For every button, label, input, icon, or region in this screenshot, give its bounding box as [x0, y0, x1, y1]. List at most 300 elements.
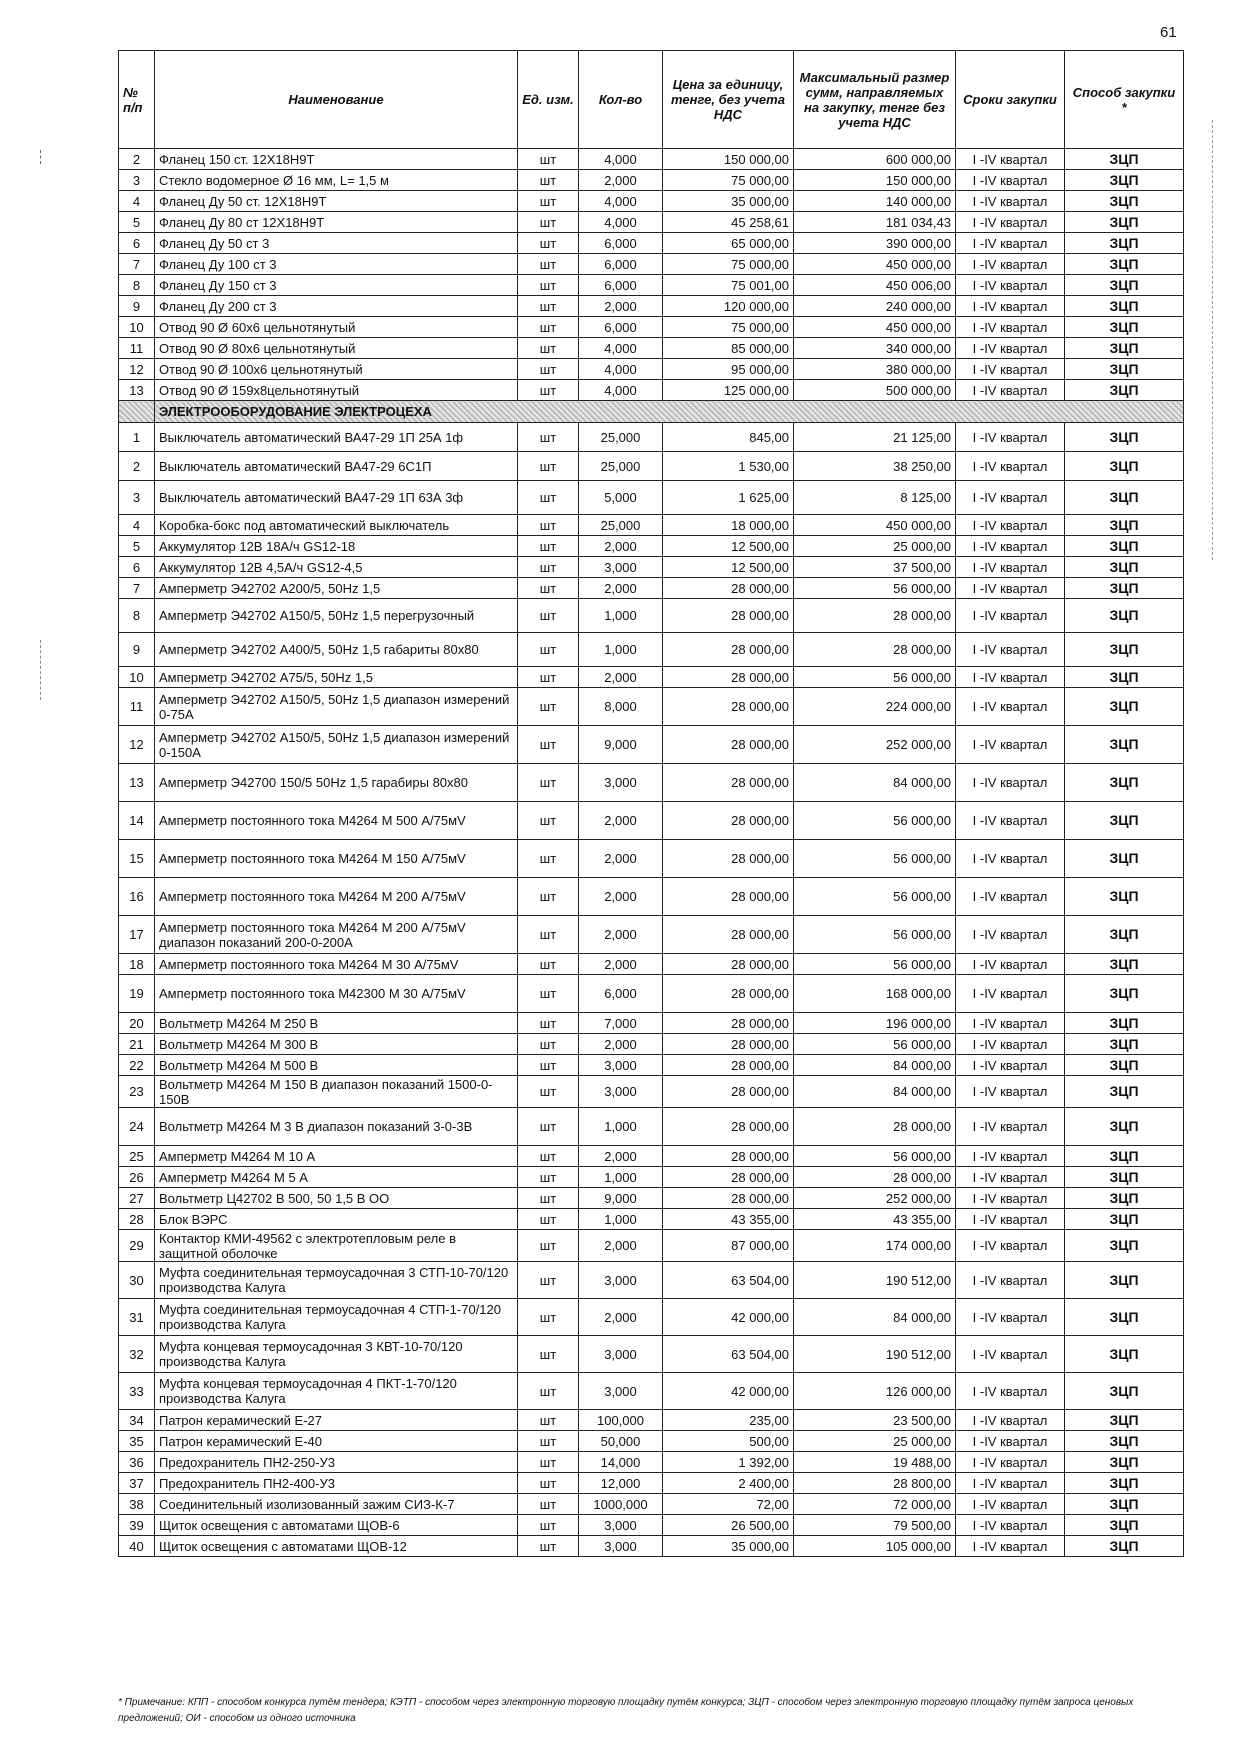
- row-number: 12: [119, 359, 155, 380]
- item-method: ЗЦП: [1065, 296, 1184, 317]
- item-method: ЗЦП: [1065, 1262, 1184, 1299]
- header-total: Максимальный размер сумм, направляемых на закупку, тенге без учета НДС: [794, 51, 956, 149]
- item-unit: шт: [518, 1146, 579, 1167]
- table-row: [119, 840, 1184, 878]
- item-unit: шт: [518, 1262, 579, 1299]
- row-number: 12: [119, 726, 155, 764]
- item-period: I -IV квартал: [956, 688, 1065, 726]
- item-name: Отвод 90 Ø 100х6 цельнотянутый: [155, 359, 518, 380]
- row-number: 26: [119, 1167, 155, 1188]
- item-quantity: 4,000: [579, 212, 663, 233]
- item-unit: шт: [518, 481, 579, 515]
- item-period: I -IV квартал: [956, 764, 1065, 802]
- item-quantity: 4,000: [579, 359, 663, 380]
- table-row: [119, 452, 1184, 481]
- item-unit-price: 28 000,00: [663, 599, 794, 633]
- table-row: [119, 515, 1184, 536]
- item-quantity: 7,000: [579, 1013, 663, 1034]
- table-row: [119, 296, 1184, 317]
- item-total: 56 000,00: [794, 954, 956, 975]
- item-period: I -IV квартал: [956, 515, 1065, 536]
- table-row: [119, 149, 1184, 170]
- item-unit: шт: [518, 1536, 579, 1557]
- item-period: I -IV квартал: [956, 254, 1065, 275]
- item-unit: шт: [518, 1336, 579, 1373]
- item-unit: шт: [518, 1013, 579, 1034]
- item-period: I -IV квартал: [956, 1013, 1065, 1034]
- row-number: 30: [119, 1262, 155, 1299]
- table-row: [119, 1299, 1184, 1336]
- row-number: 16: [119, 878, 155, 916]
- row-number: 7: [119, 578, 155, 599]
- item-total: 224 000,00: [794, 688, 956, 726]
- table-header-row: [119, 51, 1184, 149]
- item-method: ЗЦП: [1065, 536, 1184, 557]
- item-unit-price: 28 000,00: [663, 578, 794, 599]
- item-unit-price: 28 000,00: [663, 764, 794, 802]
- item-quantity: 2,000: [579, 1034, 663, 1055]
- item-quantity: 2,000: [579, 667, 663, 688]
- item-unit: шт: [518, 1410, 579, 1431]
- header-period: Сроки закупки: [956, 51, 1065, 149]
- item-method: ЗЦП: [1065, 916, 1184, 954]
- item-unit: шт: [518, 212, 579, 233]
- item-period: I -IV квартал: [956, 878, 1065, 916]
- item-total: 25 000,00: [794, 1431, 956, 1452]
- item-name: Отвод 90 Ø 80х6 цельнотянутый: [155, 338, 518, 359]
- item-name: Отвод 90 Ø 60х6 цельнотянутый: [155, 317, 518, 338]
- item-period: I -IV квартал: [956, 212, 1065, 233]
- table-row: [119, 633, 1184, 667]
- item-total: 56 000,00: [794, 1146, 956, 1167]
- item-unit: шт: [518, 954, 579, 975]
- item-name: Патрон керамический Е-27: [155, 1410, 518, 1431]
- item-unit-price: 12 500,00: [663, 557, 794, 578]
- item-method: ЗЦП: [1065, 1209, 1184, 1230]
- item-period: I -IV квартал: [956, 1473, 1065, 1494]
- row-number: 11: [119, 688, 155, 726]
- row-number: 25: [119, 1146, 155, 1167]
- item-unit-price: 85 000,00: [663, 338, 794, 359]
- item-method: ЗЦП: [1065, 380, 1184, 401]
- item-method: ЗЦП: [1065, 1536, 1184, 1557]
- item-quantity: 1,000: [579, 1209, 663, 1230]
- item-quantity: 25,000: [579, 515, 663, 536]
- item-method: ЗЦП: [1065, 1108, 1184, 1146]
- table-row: [119, 1410, 1184, 1431]
- item-quantity: 2,000: [579, 840, 663, 878]
- item-total: 43 355,00: [794, 1209, 956, 1230]
- item-total: 56 000,00: [794, 802, 956, 840]
- item-period: I -IV квартал: [956, 536, 1065, 557]
- item-quantity: 9,000: [579, 1188, 663, 1209]
- item-unit-price: 26 500,00: [663, 1515, 794, 1536]
- item-period: I -IV квартал: [956, 1146, 1065, 1167]
- item-name: Амперметр М4264 М 5 А: [155, 1167, 518, 1188]
- item-period: I -IV квартал: [956, 149, 1065, 170]
- row-number: 15: [119, 840, 155, 878]
- row-number: 19: [119, 975, 155, 1013]
- item-period: I -IV квартал: [956, 1209, 1065, 1230]
- item-total: 84 000,00: [794, 764, 956, 802]
- item-unit: шт: [518, 878, 579, 916]
- item-name: Вольтметр М4264 М 300 В: [155, 1034, 518, 1055]
- item-name: Амперметр постоянного тока М4264 М 200 А/75мV: [155, 878, 518, 916]
- item-unit-price: 845,00: [663, 423, 794, 452]
- table-row: [119, 578, 1184, 599]
- item-unit: шт: [518, 452, 579, 481]
- item-method: ЗЦП: [1065, 1146, 1184, 1167]
- item-unit: шт: [518, 557, 579, 578]
- item-unit-price: 75 000,00: [663, 254, 794, 275]
- item-unit: шт: [518, 254, 579, 275]
- item-method: ЗЦП: [1065, 338, 1184, 359]
- item-quantity: 4,000: [579, 380, 663, 401]
- item-period: I -IV квартал: [956, 1188, 1065, 1209]
- item-total: 79 500,00: [794, 1515, 956, 1536]
- item-quantity: 3,000: [579, 1373, 663, 1410]
- item-method: ЗЦП: [1065, 802, 1184, 840]
- row-number: 29: [119, 1230, 155, 1262]
- item-unit-price: 28 000,00: [663, 726, 794, 764]
- item-unit: шт: [518, 317, 579, 338]
- item-unit-price: 75 001,00: [663, 275, 794, 296]
- item-period: I -IV квартал: [956, 191, 1065, 212]
- item-name: Муфта концевая термоусадочная 3 КВТ-10-70/120 производства Калуга: [155, 1336, 518, 1373]
- item-period: I -IV квартал: [956, 557, 1065, 578]
- item-total: 56 000,00: [794, 916, 956, 954]
- table-row: [119, 380, 1184, 401]
- item-period: I -IV квартал: [956, 1076, 1065, 1108]
- item-period: I -IV квартал: [956, 1515, 1065, 1536]
- item-unit-price: 28 000,00: [663, 1146, 794, 1167]
- item-period: I -IV квартал: [956, 1431, 1065, 1452]
- item-unit-price: 1 530,00: [663, 452, 794, 481]
- item-quantity: 1,000: [579, 1108, 663, 1146]
- item-method: ЗЦП: [1065, 688, 1184, 726]
- item-total: 390 000,00: [794, 233, 956, 254]
- item-unit-price: 35 000,00: [663, 191, 794, 212]
- item-total: 84 000,00: [794, 1055, 956, 1076]
- item-method: ЗЦП: [1065, 423, 1184, 452]
- item-unit: шт: [518, 578, 579, 599]
- page-number: 61: [1160, 24, 1177, 41]
- item-method: ЗЦП: [1065, 1230, 1184, 1262]
- item-total: 174 000,00: [794, 1230, 956, 1262]
- item-total: 190 512,00: [794, 1336, 956, 1373]
- item-name: Вольтметр Ц42702 В 500, 50 1,5 В ОО: [155, 1188, 518, 1209]
- item-method: ЗЦП: [1065, 481, 1184, 515]
- item-total: 126 000,00: [794, 1373, 956, 1410]
- item-method: ЗЦП: [1065, 1410, 1184, 1431]
- row-number: 22: [119, 1055, 155, 1076]
- item-name: Муфта соединительная термоусадочная 3 СТП-10-70/120 производства Калуга: [155, 1262, 518, 1299]
- table-row: [119, 212, 1184, 233]
- row-number: 6: [119, 557, 155, 578]
- item-total: 56 000,00: [794, 578, 956, 599]
- table-row: [119, 1536, 1184, 1557]
- item-unit-price: 150 000,00: [663, 149, 794, 170]
- item-quantity: 2,000: [579, 916, 663, 954]
- item-unit-price: 28 000,00: [663, 878, 794, 916]
- item-unit: шт: [518, 1108, 579, 1146]
- row-number: 8: [119, 275, 155, 296]
- item-method: ЗЦП: [1065, 1373, 1184, 1410]
- item-unit: шт: [518, 802, 579, 840]
- item-quantity: 3,000: [579, 1262, 663, 1299]
- item-unit-price: 28 000,00: [663, 633, 794, 667]
- item-method: ЗЦП: [1065, 1515, 1184, 1536]
- item-period: I -IV квартал: [956, 1336, 1065, 1373]
- item-unit-price: 28 000,00: [663, 688, 794, 726]
- item-unit: шт: [518, 764, 579, 802]
- item-method: ЗЦП: [1065, 1034, 1184, 1055]
- table-row: [119, 170, 1184, 191]
- item-unit-price: 1 625,00: [663, 481, 794, 515]
- item-quantity: 2,000: [579, 878, 663, 916]
- item-method: ЗЦП: [1065, 1013, 1184, 1034]
- table-row: [119, 1146, 1184, 1167]
- item-total: 28 000,00: [794, 633, 956, 667]
- item-unit: шт: [518, 726, 579, 764]
- row-number: 31: [119, 1299, 155, 1336]
- footnote: * Примечание: КПП - способом конкурса путём тендера; КЭТП - способом через электронную торговую площадку путём конкурса; ЗЦП - способом через электронную торговую площадку путём запроса ценовых предложений; ОИ - способом из одного источника: [118, 1697, 1134, 1724]
- item-unit: шт: [518, 1452, 579, 1473]
- item-unit-price: 28 000,00: [663, 954, 794, 975]
- item-period: I -IV квартал: [956, 380, 1065, 401]
- item-unit-price: 28 000,00: [663, 1055, 794, 1076]
- row-number: 9: [119, 633, 155, 667]
- item-unit-price: 43 355,00: [663, 1209, 794, 1230]
- row-number: 6: [119, 233, 155, 254]
- row-number: 33: [119, 1373, 155, 1410]
- item-name: Муфта концевая термоусадочная 4 ПКТ-1-70/120 производства Калуга: [155, 1373, 518, 1410]
- table-row: [119, 1336, 1184, 1373]
- item-total: 450 000,00: [794, 515, 956, 536]
- item-method: ЗЦП: [1065, 1336, 1184, 1373]
- item-quantity: 12,000: [579, 1473, 663, 1494]
- item-unit-price: 35 000,00: [663, 1536, 794, 1557]
- header-num: № п/п: [119, 51, 155, 149]
- item-name: Амперметр постоянного тока М4264 М 500 А/75мV: [155, 802, 518, 840]
- item-name: Амперметр Э42700 150/5 50Hz 1,5 гарабиры 80х80: [155, 764, 518, 802]
- header-price: Цена за единицу, тенге, без учета НДС: [663, 51, 794, 149]
- item-method: ЗЦП: [1065, 1494, 1184, 1515]
- item-quantity: 5,000: [579, 481, 663, 515]
- table-row: [119, 599, 1184, 633]
- item-method: ЗЦП: [1065, 975, 1184, 1013]
- table-row: [119, 191, 1184, 212]
- scan-margin-mark-left-2: [40, 640, 42, 700]
- item-total: 19 488,00: [794, 1452, 956, 1473]
- item-unit-price: 75 000,00: [663, 317, 794, 338]
- item-period: I -IV квартал: [956, 726, 1065, 764]
- item-method: ЗЦП: [1065, 954, 1184, 975]
- item-total: 56 000,00: [794, 667, 956, 688]
- item-total: 500 000,00: [794, 380, 956, 401]
- item-method: ЗЦП: [1065, 1452, 1184, 1473]
- item-unit-price: 28 000,00: [663, 975, 794, 1013]
- item-quantity: 2,000: [579, 954, 663, 975]
- item-unit-price: 28 000,00: [663, 667, 794, 688]
- item-period: I -IV квартал: [956, 975, 1065, 1013]
- item-unit: шт: [518, 170, 579, 191]
- item-total: 28 000,00: [794, 1108, 956, 1146]
- section-row: [119, 401, 1184, 423]
- item-method: ЗЦП: [1065, 633, 1184, 667]
- item-period: I -IV квартал: [956, 1230, 1065, 1262]
- item-period: I -IV квартал: [956, 481, 1065, 515]
- item-quantity: 2,000: [579, 802, 663, 840]
- row-number: 20: [119, 1013, 155, 1034]
- item-total: 28 000,00: [794, 599, 956, 633]
- item-method: ЗЦП: [1065, 170, 1184, 191]
- item-quantity: 3,000: [579, 1515, 663, 1536]
- item-name: Фланец Ду 200 ст 3: [155, 296, 518, 317]
- item-name: Контактор КМИ-49562 с электротепловым реле в защитной оболочке: [155, 1230, 518, 1262]
- item-method: ЗЦП: [1065, 599, 1184, 633]
- table-row: [119, 359, 1184, 380]
- item-method: ЗЦП: [1065, 878, 1184, 916]
- item-unit-price: 28 000,00: [663, 1034, 794, 1055]
- table-body-electrical: [119, 423, 1184, 1557]
- row-number: 21: [119, 1034, 155, 1055]
- item-period: I -IV квартал: [956, 423, 1065, 452]
- item-total: 38 250,00: [794, 452, 956, 481]
- row-number: 13: [119, 764, 155, 802]
- section-title: ЭЛЕКТРООБОРУДОВАНИЕ ЭЛЕКТРОЦЕХА: [155, 401, 1184, 423]
- item-unit: шт: [518, 338, 579, 359]
- item-period: I -IV квартал: [956, 954, 1065, 975]
- item-unit: шт: [518, 515, 579, 536]
- item-quantity: 14,000: [579, 1452, 663, 1473]
- table-row: [119, 233, 1184, 254]
- item-unit-price: 125 000,00: [663, 380, 794, 401]
- item-method: ЗЦП: [1065, 1167, 1184, 1188]
- item-unit: шт: [518, 359, 579, 380]
- item-unit: шт: [518, 191, 579, 212]
- item-unit-price: 12 500,00: [663, 536, 794, 557]
- item-name: Амперметр постоянного тока М4264 М 30 А/75мV: [155, 954, 518, 975]
- item-name: Фланец Ду 50 ст. 12Х18Н9Т: [155, 191, 518, 212]
- table-row: [119, 1230, 1184, 1262]
- item-method: ЗЦП: [1065, 254, 1184, 275]
- item-period: I -IV квартал: [956, 1410, 1065, 1431]
- row-number: 40: [119, 1536, 155, 1557]
- item-name: Фланец 150 ст. 12Х18Н9Т: [155, 149, 518, 170]
- item-period: I -IV квартал: [956, 599, 1065, 633]
- item-unit-price: 28 000,00: [663, 840, 794, 878]
- item-period: I -IV квартал: [956, 1055, 1065, 1076]
- table-row: [119, 1076, 1184, 1108]
- row-number: 3: [119, 170, 155, 191]
- item-method: ЗЦП: [1065, 1299, 1184, 1336]
- item-period: I -IV квартал: [956, 317, 1065, 338]
- item-quantity: 6,000: [579, 233, 663, 254]
- item-quantity: 100,000: [579, 1410, 663, 1431]
- item-unit: шт: [518, 1055, 579, 1076]
- item-name: Вольтметр М4264 М 150 В диапазон показаний 1500-0-150В: [155, 1076, 518, 1108]
- item-total: 56 000,00: [794, 878, 956, 916]
- item-unit-price: 87 000,00: [663, 1230, 794, 1262]
- item-method: ЗЦП: [1065, 359, 1184, 380]
- item-method: ЗЦП: [1065, 1055, 1184, 1076]
- item-quantity: 2,000: [579, 170, 663, 191]
- item-quantity: 3,000: [579, 1336, 663, 1373]
- item-unit: шт: [518, 1188, 579, 1209]
- item-period: I -IV квартал: [956, 275, 1065, 296]
- item-unit: шт: [518, 1076, 579, 1108]
- item-method: ЗЦП: [1065, 212, 1184, 233]
- item-unit-price: 18 000,00: [663, 515, 794, 536]
- item-name: Выключатель автоматический ВА47-29 1П 63А 3ф: [155, 481, 518, 515]
- item-period: I -IV квартал: [956, 1034, 1065, 1055]
- row-number: 27: [119, 1188, 155, 1209]
- item-name: Отвод 90 Ø 159х8цельнотянутый: [155, 380, 518, 401]
- item-unit-price: 42 000,00: [663, 1299, 794, 1336]
- item-total: 8 125,00: [794, 481, 956, 515]
- item-total: 240 000,00: [794, 296, 956, 317]
- item-quantity: 3,000: [579, 1536, 663, 1557]
- row-number: 11: [119, 338, 155, 359]
- item-unit-price: 28 000,00: [663, 1076, 794, 1108]
- item-total: 105 000,00: [794, 1536, 956, 1557]
- item-unit: шт: [518, 1299, 579, 1336]
- row-number: 1: [119, 423, 155, 452]
- item-name: Коробка-бокс под автоматический выключатель: [155, 515, 518, 536]
- item-name: Вольтметр М4264 М 3 В диапазон показаний 3-0-3В: [155, 1108, 518, 1146]
- item-period: I -IV квартал: [956, 802, 1065, 840]
- item-total: 380 000,00: [794, 359, 956, 380]
- item-unit: шт: [518, 916, 579, 954]
- item-total: 84 000,00: [794, 1076, 956, 1108]
- item-unit-price: 63 504,00: [663, 1336, 794, 1373]
- item-unit: шт: [518, 1373, 579, 1410]
- item-total: 600 000,00: [794, 149, 956, 170]
- item-total: 72 000,00: [794, 1494, 956, 1515]
- item-unit-price: 95 000,00: [663, 359, 794, 380]
- item-name: Соединительный изолизованный зажим СИЗ-К-7: [155, 1494, 518, 1515]
- item-name: Стекло водомерное Ø 16 мм, L= 1,5 м: [155, 170, 518, 191]
- scan-margin-mark-left: [40, 150, 42, 164]
- item-unit-price: 2 400,00: [663, 1473, 794, 1494]
- item-quantity: 1,000: [579, 599, 663, 633]
- item-total: 21 125,00: [794, 423, 956, 452]
- item-period: I -IV квартал: [956, 1108, 1065, 1146]
- item-name: Предохранитель ПН2-250-У3: [155, 1452, 518, 1473]
- item-unit: шт: [518, 275, 579, 296]
- item-name: Муфта соединительная термоусадочная 4 СТП-1-70/120 производства Калуга: [155, 1299, 518, 1336]
- table-row: [119, 1167, 1184, 1188]
- row-number: 2: [119, 149, 155, 170]
- header-unit: Ед. изм.: [518, 51, 579, 149]
- item-method: ЗЦП: [1065, 557, 1184, 578]
- item-total: 450 006,00: [794, 275, 956, 296]
- table-row: [119, 1188, 1184, 1209]
- item-quantity: 4,000: [579, 338, 663, 359]
- item-unit-price: 1 392,00: [663, 1452, 794, 1473]
- row-number: 13: [119, 380, 155, 401]
- item-name: Выключатель автоматический ВА47-29 1П 25А 1ф: [155, 423, 518, 452]
- header-method: Способ закупки *: [1065, 51, 1184, 149]
- item-period: I -IV квартал: [956, 1452, 1065, 1473]
- item-unit: шт: [518, 667, 579, 688]
- row-number: 36: [119, 1452, 155, 1473]
- item-quantity: 2,000: [579, 1230, 663, 1262]
- item-method: ЗЦП: [1065, 317, 1184, 338]
- item-unit-price: 28 000,00: [663, 916, 794, 954]
- item-total: 56 000,00: [794, 1034, 956, 1055]
